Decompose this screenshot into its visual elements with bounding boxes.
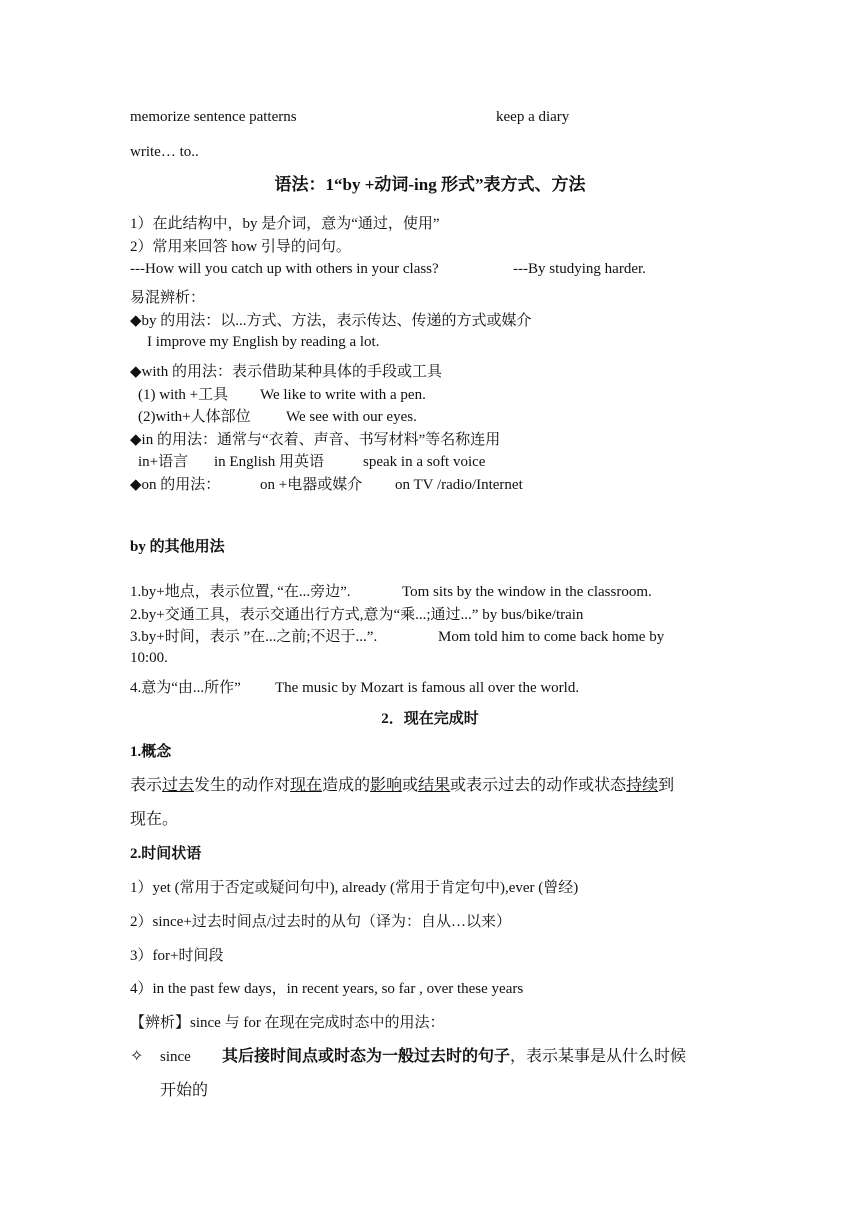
- concept-text: [130, 776, 674, 796]
- section-title: 语法：1“by +动词-ing 形式”表方式、方法: [274, 175, 586, 194]
- usage-example: [138, 407, 417, 427]
- analysis-heading: 【辨析】since 与 for 在现在完成时态中的用法：: [130, 1015, 445, 1031]
- item-text: 1.by+地点，表示位置, “在...旁边”.: [130, 584, 351, 600]
- underlined-text: 持续: [626, 777, 659, 794]
- concept-text-cont: 现在。: [130, 811, 179, 828]
- time-adverbial: 3）for+时间段: [130, 948, 224, 964]
- subheading: 1.概念: [130, 744, 172, 760]
- time-adverbial: 2）since+过去时间点/过去时的从句（译为：自从…以来）: [130, 914, 511, 930]
- list-item: [130, 582, 652, 602]
- underlined-text: 影响: [370, 777, 403, 794]
- example-line: [130, 259, 646, 279]
- list-item-cont: 10:00.: [130, 650, 168, 666]
- rule-text: [222, 1047, 686, 1067]
- section-heading: by 的其他用法: [130, 539, 225, 555]
- vocab-item: keep a diary: [496, 109, 570, 125]
- subheading: 2.时间状语: [130, 846, 202, 862]
- paragraph: 1）在此结构中，by 是介词，意为“通过，使用”: [130, 216, 440, 232]
- since-rule: [130, 1047, 687, 1067]
- text: 或: [402, 777, 419, 794]
- usage-example: [138, 452, 486, 472]
- text: ，表示某事是从什么时候: [510, 1048, 687, 1065]
- time-adverbial: 4）in the past few days，in recent years, so far , over these years: [130, 981, 524, 997]
- label: (2)with+人体部位: [138, 409, 251, 425]
- text: 表示: [130, 777, 163, 794]
- list-item: 2.by+交通工具，表示交通出行方式,意为“乘...;通过...” by bus/bike/train: [130, 607, 584, 623]
- underlined-text: 过去: [162, 777, 195, 794]
- label: ◆on 的用法：: [130, 477, 221, 493]
- underlined-text: 现在: [290, 777, 323, 794]
- keyword: since: [160, 1049, 191, 1065]
- section-title: 2．现在完成时: [381, 711, 479, 727]
- list-item: [130, 627, 665, 647]
- usage-example: I improve my English by reading a lot.: [147, 334, 380, 350]
- subheading: 易混辨析：: [130, 290, 206, 306]
- vocab-item: memorize sentence patterns: [130, 109, 297, 125]
- vocab-item: write… to..: [130, 144, 199, 160]
- diamond-bullet-icon: ✧: [130, 1048, 144, 1065]
- list-item: [130, 678, 580, 698]
- item-text: 4.意为“由...所作”: [130, 680, 241, 696]
- usage-on: [130, 475, 523, 495]
- vocab-line-1: [130, 107, 570, 127]
- item-example: The music by Mozart is famous all over the world.: [275, 680, 580, 696]
- example: We see with our eyes.: [286, 409, 417, 425]
- time-adverbial: 1）yet (常用于否定或疑问句中), already (常用于肯定句中),ever (曾经): [130, 880, 579, 896]
- label: (1) with +工具: [138, 387, 229, 403]
- text: 造成的: [322, 777, 371, 794]
- item-text: 3.by+时间，表示 ”在...之前;不迟于...”.: [130, 629, 378, 645]
- item-example: Tom sits by the window in the classroom.: [402, 584, 652, 600]
- usage-with: ◆with 的用法：表示借助某种具体的手段或工具: [130, 364, 442, 380]
- example: on TV /radio/Internet: [395, 477, 523, 493]
- example: speak in a soft voice: [363, 454, 486, 470]
- underlined-text: 结果: [418, 777, 451, 794]
- text: 或表示过去的动作或状态: [450, 777, 627, 794]
- example-question: ---How will you catch up with others in your class?: [130, 261, 439, 277]
- example: in English 用英语: [214, 454, 325, 470]
- since-rule-cont: 开始的: [160, 1082, 209, 1099]
- example: on +电器或媒介: [260, 477, 363, 493]
- text: 发生的动作对: [194, 777, 291, 794]
- label: in+语言: [138, 454, 189, 470]
- example: We like to write with a pen.: [260, 387, 426, 403]
- text: 到: [658, 777, 675, 794]
- usage-by: ◆by 的用法：以...方式、方法，表示传达、传递的方式或媒介: [130, 313, 532, 329]
- usage-example: [138, 385, 426, 405]
- paragraph: 2）常用来回答 how 引导的问句。: [130, 239, 351, 255]
- bold-text: 其后接时间点或时态为一般过去时的句子: [222, 1048, 511, 1065]
- item-example: Mom told him to come back home by: [438, 629, 665, 645]
- usage-in: ◆in 的用法：通常与“衣着、声音、书写材料”等名称连用: [130, 432, 501, 448]
- example-answer: ---By studying harder.: [513, 261, 646, 277]
